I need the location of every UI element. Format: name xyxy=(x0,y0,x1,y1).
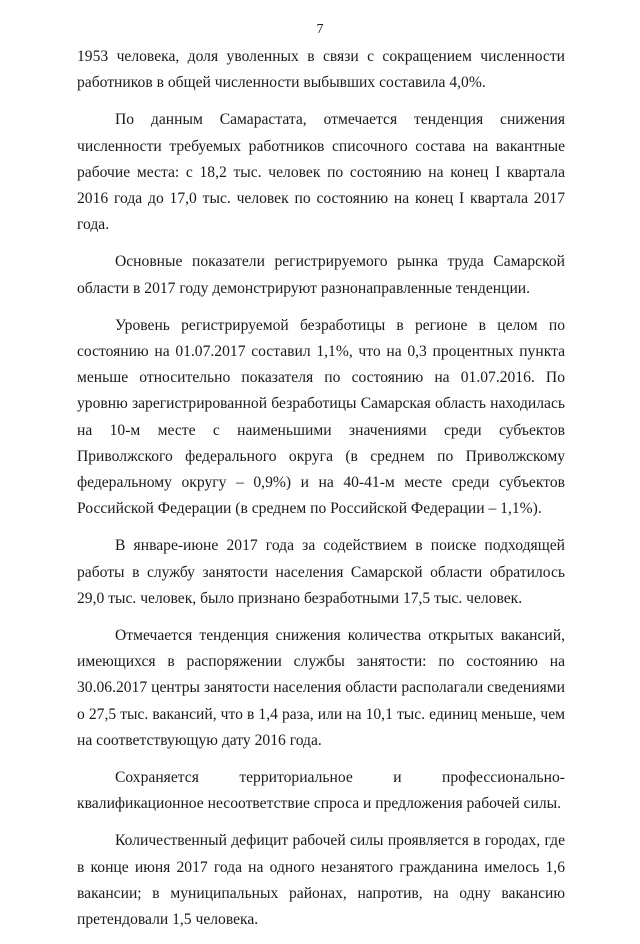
paragraph-unemployment-level: Уровень регистрируемой безработицы в регионе в целом по состоянию на 01.07.2017 составил 1,1%, что на 0,3 процентных пункта меньше относительно показателя по состоянию на 01.07.2016. По уровню зарегистрированной безработицы Самарская область находилась на 10-м месте с наименьшими значениями среди субъектов Приволжского федерального округа (в среднем по Приволжскому федеральному округу – 0,9%) и на 40-41-м месте среди субъектов Российской Федерации (в среднем по Российской Федерации – 1,1%). xyxy=(77,316,565,518)
paragraph-labor-market-overview: Основные показатели регистрируемого рынка труда Самарской области в 2017 году демонстрируют разнонаправленные тенденции. xyxy=(77,253,565,297)
paragraph-continuation: 1953 человека, доля уволенных в связи с сокращением численности работников в общей численности выбывших составила 4,0%. xyxy=(77,48,565,92)
paragraph-open-vacancies: Отмечается тенденция снижения количества открытых вакансий, имеющихся в распоряжении службы занятости: по состоянию на 30.06.2017 центры занятости населения области располагали сведениями о 27,5 тыс. вакансий, что в 1,4 раза, или на 10,1 тыс. единиц меньше, чем на соответствующую дату 2016 года. xyxy=(77,627,565,749)
paragraph-workforce-deficit: Количественный дефицит рабочей силы проявляется в городах, где в конце июня 2017 года на одного незанятого гражданина имелось 1,6 вакансии; в муниципальных районах, напротив, на одну вакансию претендовали 1,5 человека. xyxy=(77,832,565,929)
paragraph-vacancy-trend: По данным Самарастата, отмечается тенденция снижения численности требуемых работников списочного состава на вакантные рабочие места: с 18,2 тыс. человек по состоянию на конец I квартала 2016 года до 17,0 тыс. человек по состоянию на конец I квартала 2017 года. xyxy=(77,111,565,234)
paragraph-mismatch: Сохраняется территориальное и профессионально-квалификационное несоответствие спроса и предложения рабочей силы. xyxy=(77,769,565,813)
body-text xyxy=(77,44,565,944)
paragraph-job-seekers: В январе-июне 2017 года за содействием в поиске подходящей работы в службу занятости населения Самарской области обратилось 29,0 тыс. человек, было признано безработными 17,5 тыс. человек. xyxy=(77,537,565,607)
page-number: 7 xyxy=(316,22,324,37)
